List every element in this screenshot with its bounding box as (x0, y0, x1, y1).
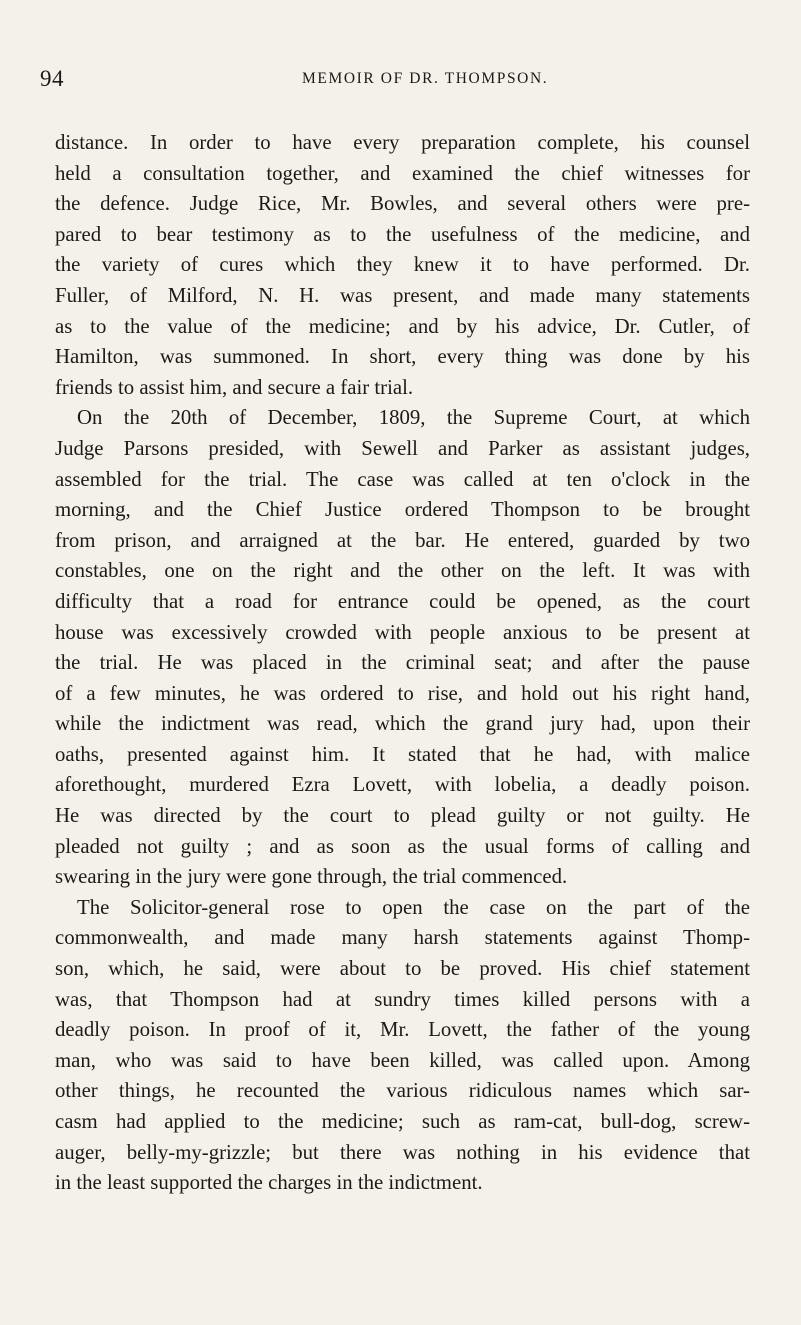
body-text (55, 128, 750, 1199)
text-line: pleaded not guilty ; and as soon as the usual forms of calling and (55, 834, 750, 858)
text-line: On the 20th of December, 1809, the Supreme Court, at which (77, 406, 750, 430)
text-line: of a few minutes, he was ordered to rise, and hold out his right hand, (55, 681, 750, 705)
text-line: auger, belly-my-grizzle; but there was nothing in his evidence that (55, 1140, 750, 1164)
text-line: other things, he recounted the various ridiculous names which sar- (55, 1079, 750, 1103)
text-line: casm had applied to the medicine; such as ram-cat, bull-dog, screw- (55, 1110, 750, 1133)
text-line: as to the value of the medicine; and by his advice, Dr. Cutler, of (55, 314, 750, 338)
text-line: Fuller, of Milford, N. H. was present, and made many statements (55, 283, 750, 307)
text-line: Judge Parsons presided, with Sewell and Parker as assistant judges, (55, 436, 750, 460)
page-number: 94 (40, 66, 64, 91)
text-line: He was directed by the court to plead guilty or not guilty. He (55, 804, 750, 828)
text-line: swearing in the jury were gone through, the trial commenced. (55, 865, 568, 889)
page-header (40, 66, 760, 96)
text-line: the trial. He was placed in the criminal seat; and after the pause (55, 651, 750, 675)
text-line: was, that Thompson had at sundry times killed persons with a (55, 987, 750, 1011)
text-line: Hamilton, was summoned. In short, every thing was done by his (55, 345, 750, 369)
text-line: aforethought, murdered Ezra Lovett, with lobelia, a deadly poison. (55, 773, 750, 797)
text-line: deadly poison. In proof of it, Mr. Lovett, the father of the young (55, 1018, 750, 1042)
running-title: MEMOIR OF DR. THOMPSON. (302, 70, 549, 87)
text-line: the variety of cures which they knew it to have performed. Dr. (55, 253, 750, 277)
text-line: house was excessively crowded with people anxious to be present at (55, 620, 750, 644)
text-line: son, which, he said, were about to be proved. His chief statement (55, 957, 750, 981)
text-line: while the indictment was read, which the grand jury had, upon their (55, 712, 750, 736)
text-line: The Solicitor-general rose to open the case on the part of the (77, 895, 750, 919)
text-line: distance. In order to have every preparation complete, his counsel (55, 131, 750, 154)
text-line: constables, one on the right and the other on the left. It was with (55, 559, 750, 583)
text-line: the defence. Judge Rice, Mr. Bowles, and several others were pre- (55, 192, 750, 216)
text-line: commonwealth, and made many harsh statements against Thomp- (55, 926, 750, 950)
text-line: man, who was said to have been killed, was called upon. Among (55, 1048, 750, 1072)
text-line: morning, and the Chief Justice ordered Thompson to be brought (55, 498, 750, 522)
text-line: oaths, presented against him. It stated that he had, with malice (55, 742, 750, 766)
text-line: pared to bear testimony as to the usefulness of the medicine, and (55, 222, 750, 246)
text-line: in the least supported the charges in the indictment. (55, 1171, 483, 1195)
text-line: assembled for the trial. The case was called at ten o'clock in the (55, 467, 750, 491)
text-line: from prison, and arraigned at the bar. He entered, guarded by two (55, 528, 750, 552)
text-line: difficulty that a road for entrance could be opened, as the court (55, 589, 750, 613)
text-line: friends to assist him, and secure a fair trial. (55, 375, 414, 399)
text-line: held a consultation together, and examined the chief witnesses for (55, 161, 750, 185)
